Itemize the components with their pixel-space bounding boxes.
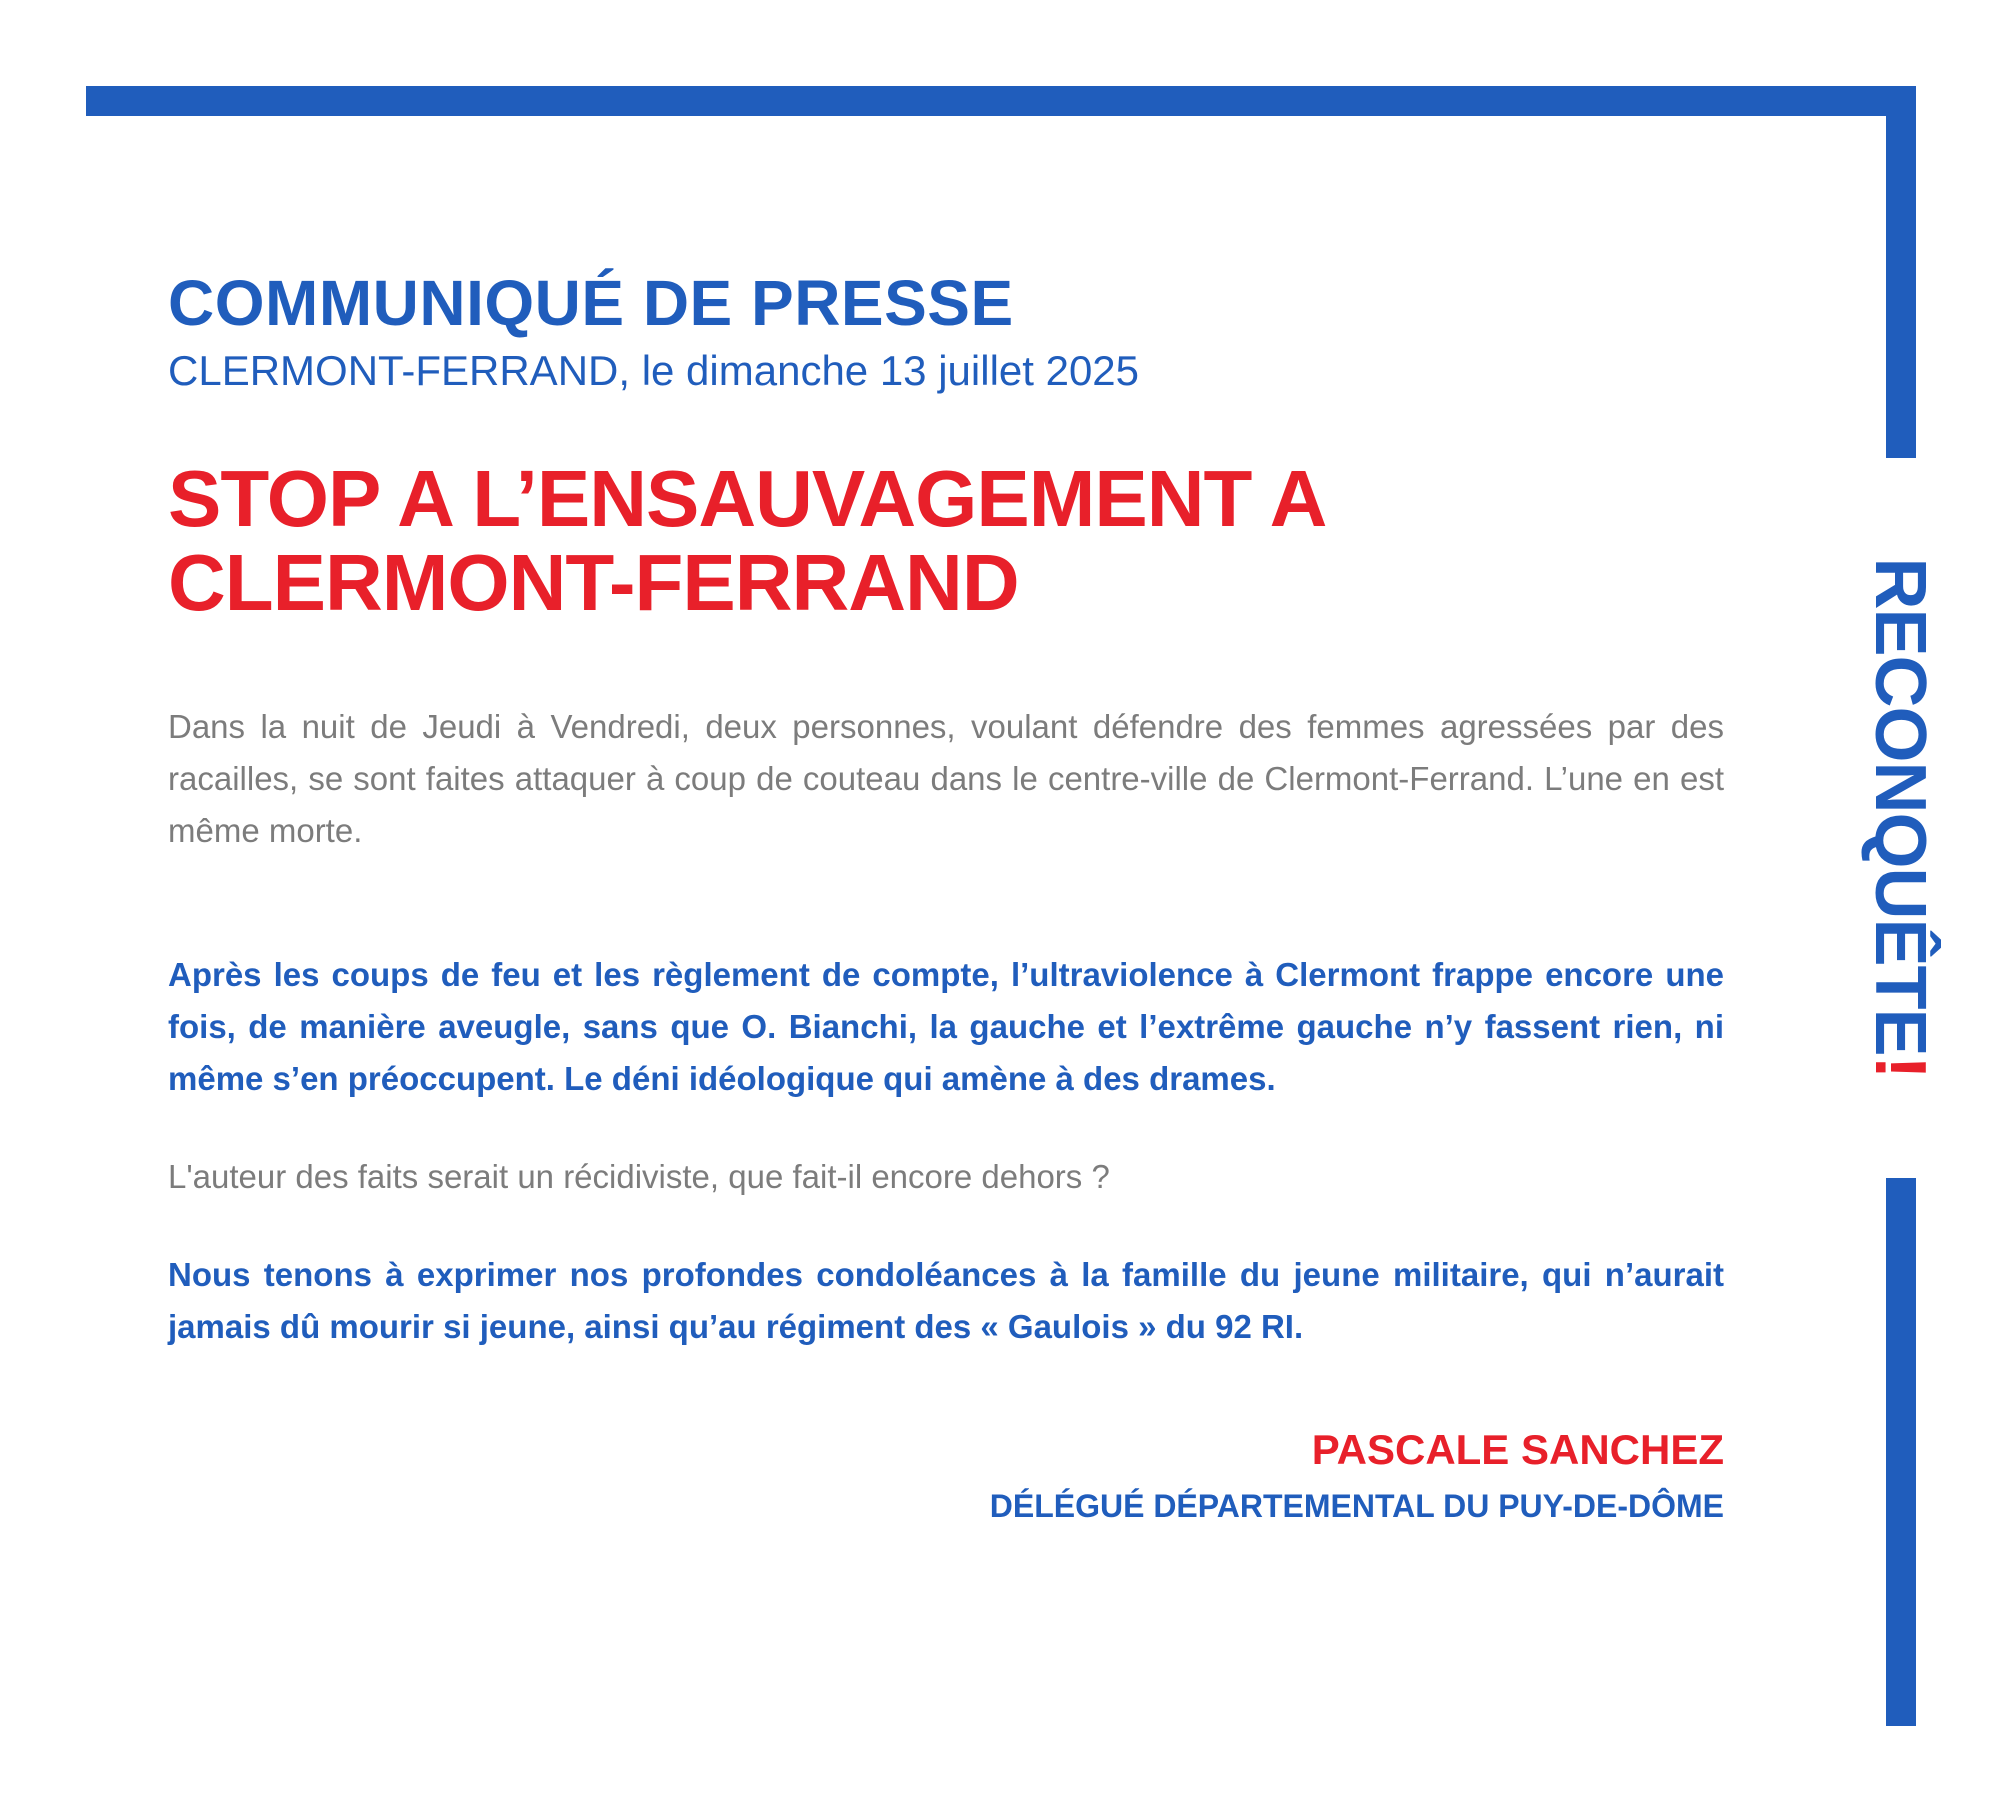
- dateline: CLERMONT-FERRAND, le dimanche 13 juillet 2025: [168, 347, 1140, 395]
- body-paragraph-4: Nous tenons à exprimer nos profondes condoléances à la famille du jeune militaire, qui n’aurait jamais dû mourir si jeune, ainsi qu’au régiment des « Gaulois » du 92 RI.: [168, 1255, 1724, 1345]
- headline: [168, 453, 1724, 627]
- body-paragraph-3: L'auteur des faits serait un récidiviste, que fait-il encore dehors ?: [168, 1157, 1110, 1195]
- signatory-name: PASCALE SANCHEZ: [1311, 1425, 1724, 1473]
- signature-block: [168, 1425, 1724, 1526]
- headline-line-1: STOP A L’ENSAUVAGEMENT A: [168, 453, 1327, 543]
- frame-right-bar-lower: [1886, 1178, 1916, 1726]
- body-paragraph-1: Dans la nuit de Jeudi à Vendredi, deux personnes, voulant défendre des femmes agressées par des racailles, se sont faites attaquer à coup de couteau dans le centre-ville de Clermont-Ferrand. L’une en est même morte.: [168, 707, 1724, 849]
- logo-wordmark: RECONQUÊTE: [1860, 557, 1940, 1056]
- press-release-content: [168, 268, 1724, 1526]
- logo-exclamation: !: [1860, 1055, 1940, 1079]
- reconquete-logo: [1860, 557, 1940, 1079]
- signatory-role: DÉLÉGUÉ DÉPARTEMENTAL DU PUY-DE-DÔME: [989, 1488, 1724, 1525]
- press-release-kicker: COMMUNIQUÉ DE PRESSE: [168, 267, 1014, 339]
- frame-top-bar: [86, 86, 1916, 116]
- body-paragraph-2: Après les coups de feu et les règlement de compte, l’ultraviolence à Clermont frappe encore une fois, de manière aveugle, sans que O. Bianchi, la gauche et l’extrême gauche n’y fassent rien, ni même s’en préoccupent. Le déni idéologique qui amène à des drames.: [168, 955, 1724, 1097]
- headline-line-2: CLERMONT-FERRAND: [168, 537, 1019, 627]
- frame-right-bar-upper: [1886, 86, 1916, 458]
